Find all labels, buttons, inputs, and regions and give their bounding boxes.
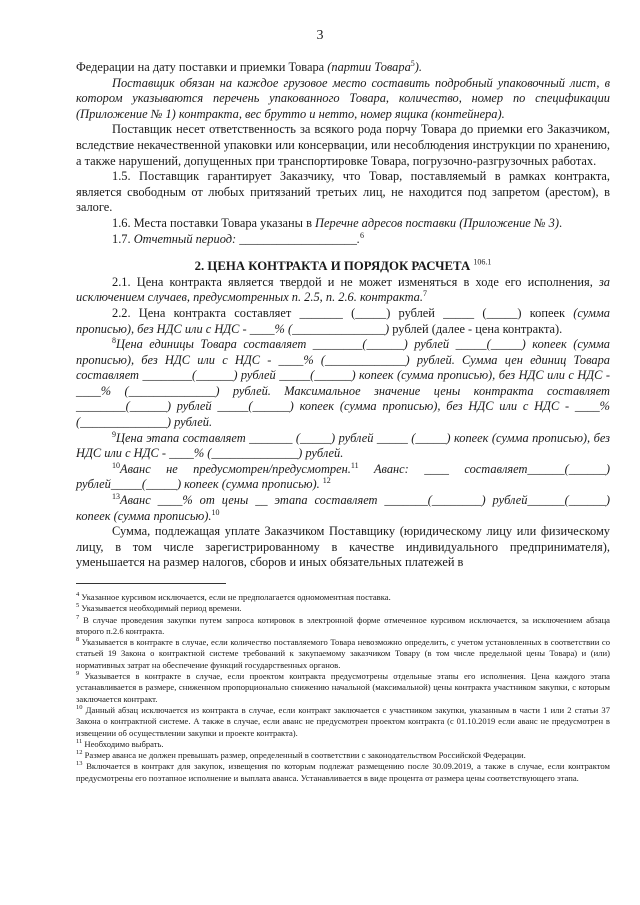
footnote-ref: 13	[112, 491, 120, 501]
paragraph-advance-stage: $^{13}$Аванс ____% от цены __ этапа составляет _______(________) рублей______(______) копеек (сумма прописью).$^{10}$	[76, 491, 610, 523]
heading-reference: 106.1	[473, 257, 492, 267]
paragraph-1-6: 1.6. Места поставки Товара указаны в Перечне адресов поставки (Приложение № 3).	[112, 215, 563, 230]
paragraph-unit-price: $^8$Цена единицы Товара составляет ________(______) рублей _____(_____) копеек (сумма прописью), без НДС или с НДС - ____% (_____________) рублей. Сумма цен единиц Товара составляет ________(______) рублей _____(______) копеек (сумма прописью), без НДС или с НДС - ____% (______________) рублей. Максимальное значение цены контракта составляет ________(______) рублей _____(______) копеек (сумма прописью), без НДС или с НДС - ____% (______________) рублей.	[76, 335, 610, 430]
paragraph-1-7: 1.7. Отчетный период: ___________________.$^6$	[112, 230, 365, 246]
footnote: $^{12}$ Размер аванса не должен превышать размер, определенный в соответствии с законодательством Российской Федерации.	[76, 749, 526, 761]
footnote: $^5$ Указывается необходимый период времени.	[76, 602, 242, 614]
paragraph-delivery-date: Федерации на дату поставки и приемки Товара (партии Товара$^5$).	[76, 58, 423, 74]
footnote-ref: 11	[350, 460, 359, 470]
footnote-separator	[76, 583, 226, 584]
footnote: $^4$ Указанное курсивом исключается, если не предполагается одномоментная поставка.	[76, 591, 391, 602]
paragraph-1-5: 1.5. Поставщик гарантирует Заказчику, что Товар, поставляемый в рамках контракта, является свободным от любых притязаний третьих лиц, не находится под запретом (арестом), в залоге.	[76, 169, 610, 215]
footnote-ref: 10	[211, 507, 220, 517]
footnote: $^8$ Указывается в контракте в случае, если количество поставляемого Товара невозможно определить, с учетом установленных в соответствии со статьей 19 Закона о контрактной системе требований к закупаемому заказчиком Товару (в том числе предельной цены Товара) и (или) нормативных затрат на обеспечение функций государственных органов.	[76, 636, 610, 670]
footnote: $^{10}$ Данный абзац исключается из контракта в случае, если контракт заключается с участником закупки, указанным в части 1 или 2 статьи 37 Закона о контрактной системе. А также в случае, если аванс не предусмотрен проектом контракта (с 01.10.2019 если аванс не предусмотрен в извещении об осуществлении закупки и проекте контракта).	[76, 704, 610, 738]
document-body	[76, 60, 610, 784]
page-number: 3	[316, 28, 324, 43]
footnote: $^7$ В случае проведения закупки путем запроса котировок в электронной форме отмеченное курсивом исключается, за исключением абзаца второго п.2.6 контракта.	[76, 613, 610, 636]
paragraph-packing-list: Поставщик обязан на каждое грузовое место составить подробный упаковочный лист, в котором указываются перечень упакованного Товара, количество, номер по спецификации (Приложение № 1) контракта, вес брутто и нетто, номер ящика (контейнера).	[76, 75, 610, 121]
paragraph-sum: Сумма, подлежащая уплате Заказчиком Поставщику (юридическому лицу или физическому лицу, в том числе зарегистрированному в качестве индивидуального предпринимателя), уменьшается на размер налогов, сборов и иных обязательных платежей в	[76, 524, 610, 570]
footnote-ref: 5	[410, 58, 415, 68]
footnote-ref: 9	[112, 429, 116, 439]
footnote-ref: 7	[422, 289, 427, 299]
footnote: $^{13}$ Включается в контракт для закупок, извещения по которым подлежат размещению после 30.09.2019, а также в случае, если контрактом предусмотрены его поэтапное исполнение и выплата аванса. Устанавливается в виде процента от размера цены соответствующего этапа.	[76, 760, 610, 783]
section-heading: 2. ЦЕНА КОНТРАКТА И ПОРЯДОК РАСЧЕТА $^{106.1}$	[194, 257, 492, 274]
paragraph-2-1: 2.1. Цена контракта является твердой и не может изменяться в ходе его исполнения, за исключением случаев, предусмотренных п. 2.5, п. 2.6. контракта.$^7$	[76, 274, 610, 305]
footnote: $^9$ Указывается в контракте в случае, если проектом контракта предусмотрены отдельные этапы его исполнения. Цена каждого этапа устанавливается в размере, сниженном пропорционально снижению начальной (максимальной) цены контракта участником закупки, с которым заключается контракт.	[76, 670, 610, 704]
paragraph-stage-price: $^9$Цена этапа составляет _______ (_____) рублей _____ (_____) копеек (сумма прописью), без НДС или с НДС - ____% (______________) рублей.	[76, 429, 610, 461]
footnote-ref: 6	[360, 230, 365, 240]
footnote-ref: 10	[112, 460, 120, 470]
paragraph-advance: $^{10}$Аванс не предусмотрен/предусмотрен.$^{11}$ Аванс: ____ составляет______(______) рублей_____(_____) копеек (сумма прописью). $^{12}$	[76, 460, 610, 492]
footnote-ref: 8	[112, 335, 116, 345]
paragraph-liability: Поставщик несет ответственность за всякого рода порчу Товара до приемки его Заказчиком, вследствие некачественной упаковки или консервации, или несоблюдения инструкции по хранению, а также нарушений, допущенных при транспортировке Товара, погрузочно-разгрузочных работах.	[76, 122, 610, 168]
paragraph-2-2: 2.2. Цена контракта составляет _______ (_____) рублей _____ (_____) копеек (сумма прописью), без НДС или с НДС - ____% (_______________) рублей (далее - цена контракта).	[76, 305, 610, 336]
footnotes	[76, 592, 610, 784]
footnote-ref: 12	[322, 476, 331, 486]
footnote: $^{11}$ Необходимо выбрать.	[76, 738, 164, 749]
